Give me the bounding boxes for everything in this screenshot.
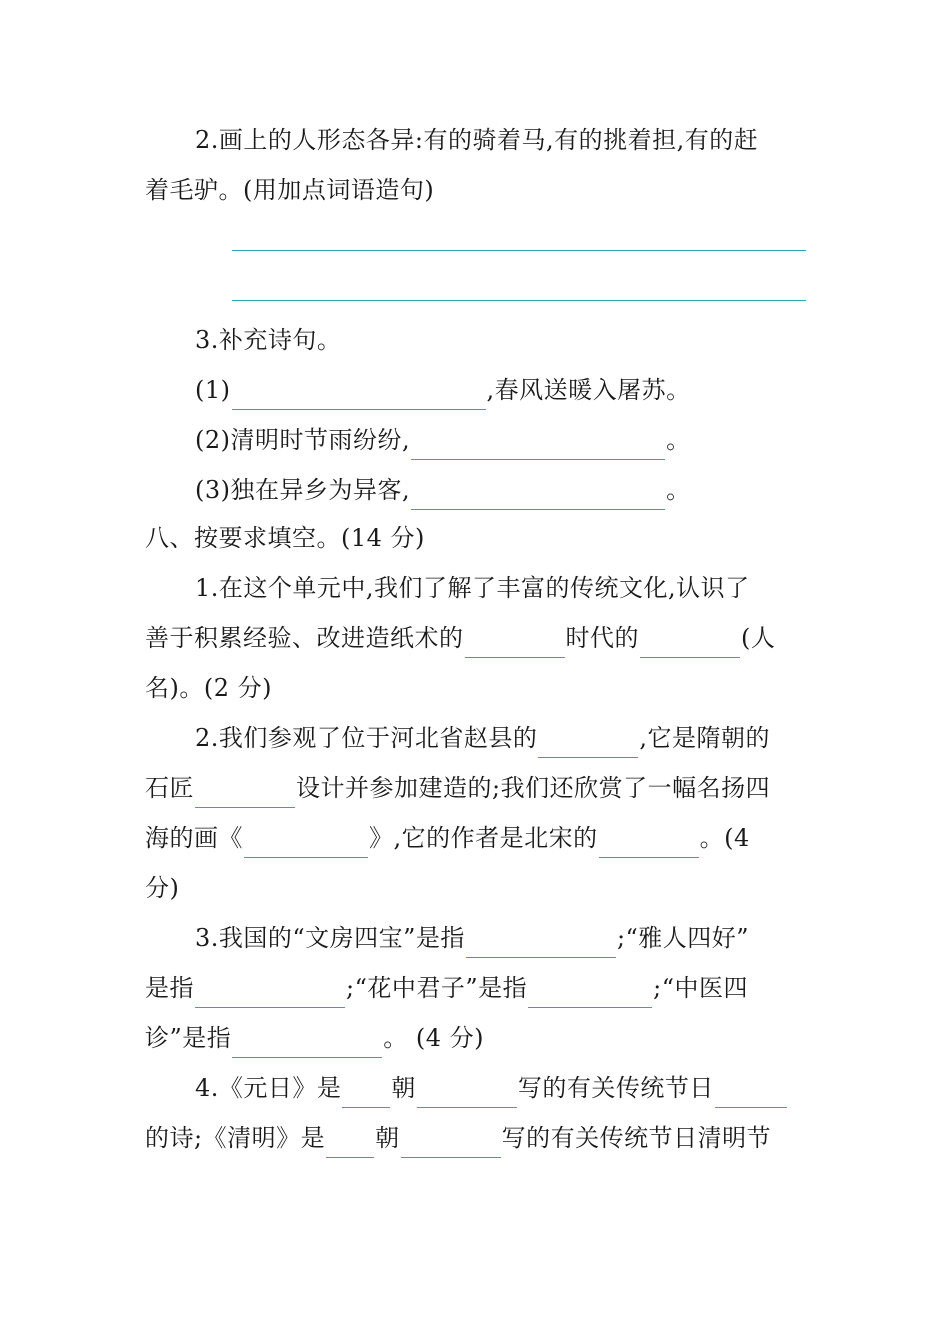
four-gentlemen-blank[interactable] <box>528 979 652 1008</box>
poem2-tail: 。 <box>666 426 691 454</box>
qingming-author-blank[interactable] <box>401 1129 501 1158</box>
q8-item2-text-a: 2.我们参观了位于河北省赵县的 <box>195 724 538 752</box>
q8-item4-text-d: 的诗;《清明》是 <box>145 1124 326 1152</box>
q8-item4-text-c: 写的有关传统节日 <box>517 1074 714 1102</box>
yuanri-author-blank[interactable] <box>417 1079 517 1108</box>
q8-item1-line2 <box>145 618 775 658</box>
q7-item3-poem2 <box>195 420 691 460</box>
q7-item3-poem1 <box>195 370 691 410</box>
person-blank[interactable] <box>640 629 740 658</box>
poem3-blank[interactable] <box>411 481 665 510</box>
q8-item1-line1: 1.在这个单元中,我们了解了丰富的传统文化,认识了 <box>195 574 750 602</box>
q8-item4-line1 <box>195 1068 788 1108</box>
q8-item1-text-c: (人 <box>741 624 776 652</box>
q8-item2-text-e: 海的画《 <box>145 824 243 852</box>
q7-item3-poem3 <box>195 470 691 510</box>
q7-item3-title: 3.补充诗句。 <box>195 326 342 354</box>
q8-item4-line2 <box>145 1118 771 1158</box>
era-blank[interactable] <box>465 629 565 658</box>
q8-item4-text-b: 朝 <box>391 1074 416 1102</box>
q8-item3-text-e: ;“中医四 <box>653 974 748 1002</box>
four-arts-blank[interactable] <box>195 979 345 1008</box>
q8-item2-text-d: 设计并参加建造的;我们还欣赏了一幅名扬四 <box>296 774 771 802</box>
q8-item3-text-g: 。 (4 分) <box>383 1024 485 1052</box>
q8-item3-line3 <box>145 1018 484 1058</box>
q8-item2-text-b: ,它是隋朝的 <box>639 724 771 752</box>
q8-item2-text-f: 》,它的作者是北宋的 <box>369 824 598 852</box>
study-treasures-blank[interactable] <box>466 929 616 958</box>
poem3-head: (3)独在异乡为异客, <box>195 476 411 504</box>
q8-item2-line2 <box>145 768 770 808</box>
poem2-blank[interactable] <box>411 431 665 460</box>
festival-blank[interactable] <box>715 1079 787 1108</box>
q8-item1-line3: 名)。(2 分) <box>145 674 272 702</box>
q8-item4-text-f: 写的有关传统节日清明节 <box>501 1124 772 1152</box>
painting-blank[interactable] <box>244 829 368 858</box>
poem1-blank[interactable] <box>232 381 486 410</box>
q8-item2-line4: 分) <box>145 874 180 902</box>
q8-item1-text-a: 善于积累经验、改进造纸术的 <box>145 624 464 652</box>
q8-item3-text-d: ;“花中君子”是指 <box>346 974 528 1002</box>
q8-item3-text-f: 诊”是指 <box>145 1024 232 1052</box>
answer-line-2[interactable] <box>232 300 806 301</box>
yuanri-dynasty-blank[interactable] <box>342 1079 390 1108</box>
bridge-blank[interactable] <box>538 729 638 758</box>
painter-blank[interactable] <box>599 829 699 858</box>
q8-item2-line1 <box>195 718 770 758</box>
q8-item3-text-a: 3.我国的“文房四宝”是指 <box>195 924 465 952</box>
answer-line-1[interactable] <box>232 250 806 251</box>
q8-item2-text-g: 。(4 <box>699 824 750 852</box>
q8-item4-text-a: 4.《元日》是 <box>195 1074 342 1102</box>
q8-item3-text-c: 是指 <box>145 974 194 1002</box>
q8-item3-line1 <box>195 918 749 958</box>
poem1-tail: ,春风送暖入屠苏。 <box>486 376 691 404</box>
q8-item2-line3 <box>145 818 750 858</box>
poem3-tail: 。 <box>666 476 691 504</box>
q8-item3-line2 <box>145 968 748 1008</box>
q8-item1-text-b: 时代的 <box>565 624 639 652</box>
poem1-label: (1) <box>195 376 231 404</box>
q7-item2-line1: 2.画上的人形态各异:有的骑着马,有的挑着担,有的赶 <box>195 126 759 154</box>
diagnosis-blank[interactable] <box>232 1029 382 1058</box>
poem2-head: (2)清明时节雨纷纷, <box>195 426 411 454</box>
q8-item3-text-b: ;“雅人四好” <box>616 924 750 952</box>
q7-item2-line2: 着毛驴。(用加点词语造句) <box>145 176 435 204</box>
q8-item2-text-c: 石匠 <box>145 774 194 802</box>
q8-item4-text-e: 朝 <box>375 1124 400 1152</box>
q8-title: 八、按要求填空。(14 分) <box>145 524 425 552</box>
qingming-dynasty-blank[interactable] <box>326 1129 374 1158</box>
mason-blank[interactable] <box>195 779 295 808</box>
